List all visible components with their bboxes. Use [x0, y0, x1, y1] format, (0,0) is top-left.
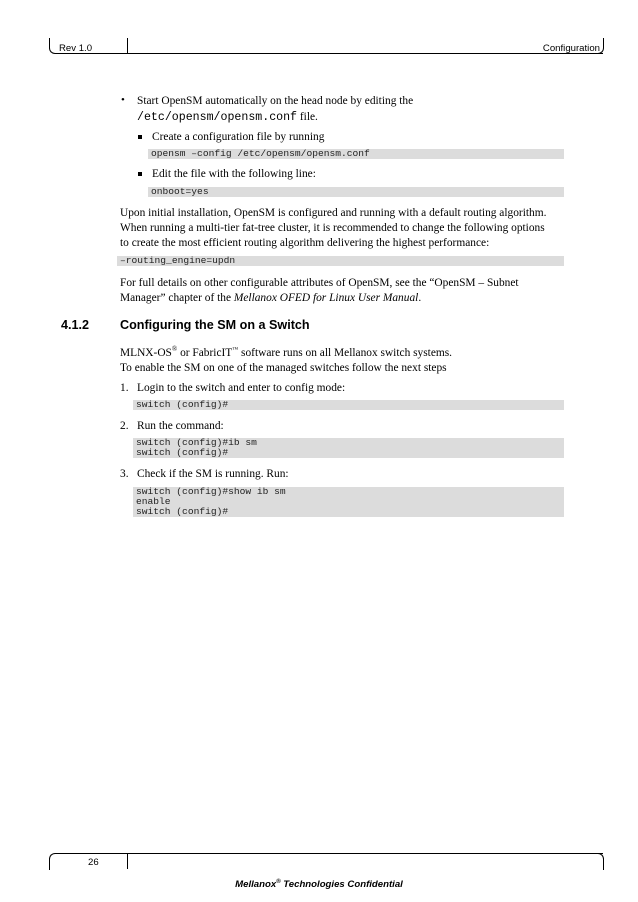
trademark-mark: ™ [232, 347, 239, 353]
mlnx-os-name: MLNX-OS [120, 346, 172, 359]
header-corner-left [49, 38, 56, 54]
step-text: Run the command: [137, 420, 224, 432]
code-block-routing-engine: –routing_engine=updn [117, 256, 564, 266]
bullet-dot: • [121, 94, 125, 106]
paragraph-routing-line1: Upon initial installation, OpenSM is configured and running with a default routing algorithm. [120, 207, 547, 219]
header-rule [55, 53, 603, 54]
step-number: 3. [120, 468, 129, 480]
manual-title: Mellanox OFED for Linux User Manual [233, 292, 419, 304]
step-number: 2. [120, 420, 129, 432]
paragraph-routing-line2: When running a multi-tier fat-tree cluster, it is recommended to change the following options [120, 222, 545, 234]
details-suffix: . [418, 292, 422, 304]
code-block-step2 [133, 438, 564, 458]
header-divider [127, 38, 128, 53]
code-block-onboot: onboot=yes [148, 187, 564, 197]
step-text: Login to the switch and enter to config mode: [137, 382, 346, 394]
footer-rule [55, 853, 603, 854]
step-text: Check if the SM is running. Run: [137, 468, 289, 480]
section-title: Configuring the SM on a Switch [120, 318, 310, 332]
code-line: switch (config)# [136, 506, 229, 517]
footer-rest: Technologies Confidential [280, 879, 403, 891]
paragraph-details-line2 [120, 291, 421, 306]
details-prefix: Manager” chapter of the [120, 292, 234, 304]
sub-bullet-edit-file: Edit the file with the following line: [152, 168, 316, 180]
registered-mark: ® [171, 345, 178, 353]
sub-bullet-create-config: Create a configuration file by running [152, 131, 325, 143]
intro-path-line [137, 110, 318, 125]
code-block-step3 [133, 487, 564, 517]
code-block-step1 [133, 400, 564, 410]
code-line: switch (config)# [136, 399, 229, 410]
footer-corner-left [49, 853, 56, 870]
intro-path-suffix: file. [297, 111, 318, 123]
paragraph-details-line1: For full details on other configurable attributes of OpenSM, see the “OpenSM – Subnet [120, 277, 519, 289]
switch-software-rest: software runs on all Mellanox switch systems. [238, 346, 453, 359]
square-bullet [138, 172, 142, 176]
code-line: enable [136, 496, 171, 507]
square-bullet [138, 135, 142, 139]
code-block-opensm-config: opensm –config /etc/opensm/opensm.conf [148, 149, 564, 159]
enable-sm-paragraph: To enable the SM on one of the managed switches follow the next steps [120, 362, 447, 374]
header-rev: Rev 1.0 [59, 43, 93, 54]
code-line: switch (config)#show ib sm [136, 486, 286, 497]
header-section: Configuration [542, 43, 600, 54]
footer-divider [127, 853, 128, 869]
page-number: 26 [88, 857, 99, 868]
section-number: 4.1.2 [61, 318, 90, 332]
switch-software-paragraph [120, 342, 452, 361]
fabricit-text: or FabricIT [177, 346, 233, 359]
code-line: switch (config)#ib sm [136, 437, 257, 448]
footer-company: Mellanox [235, 879, 277, 891]
paragraph-routing-line3: to create the most efficient routing algorithm delivering the highest performance: [120, 237, 490, 249]
step-number: 1. [120, 382, 129, 394]
code-line: switch (config)# [136, 447, 229, 458]
footer-registered-mark: ® [276, 879, 281, 885]
footer-corner-right [597, 853, 604, 870]
intro-line: Start OpenSM automatically on the head node by editing the [137, 95, 414, 107]
opensm-conf-path: /etc/opensm/opensm.conf [137, 111, 298, 124]
footer-confidential [0, 879, 638, 890]
